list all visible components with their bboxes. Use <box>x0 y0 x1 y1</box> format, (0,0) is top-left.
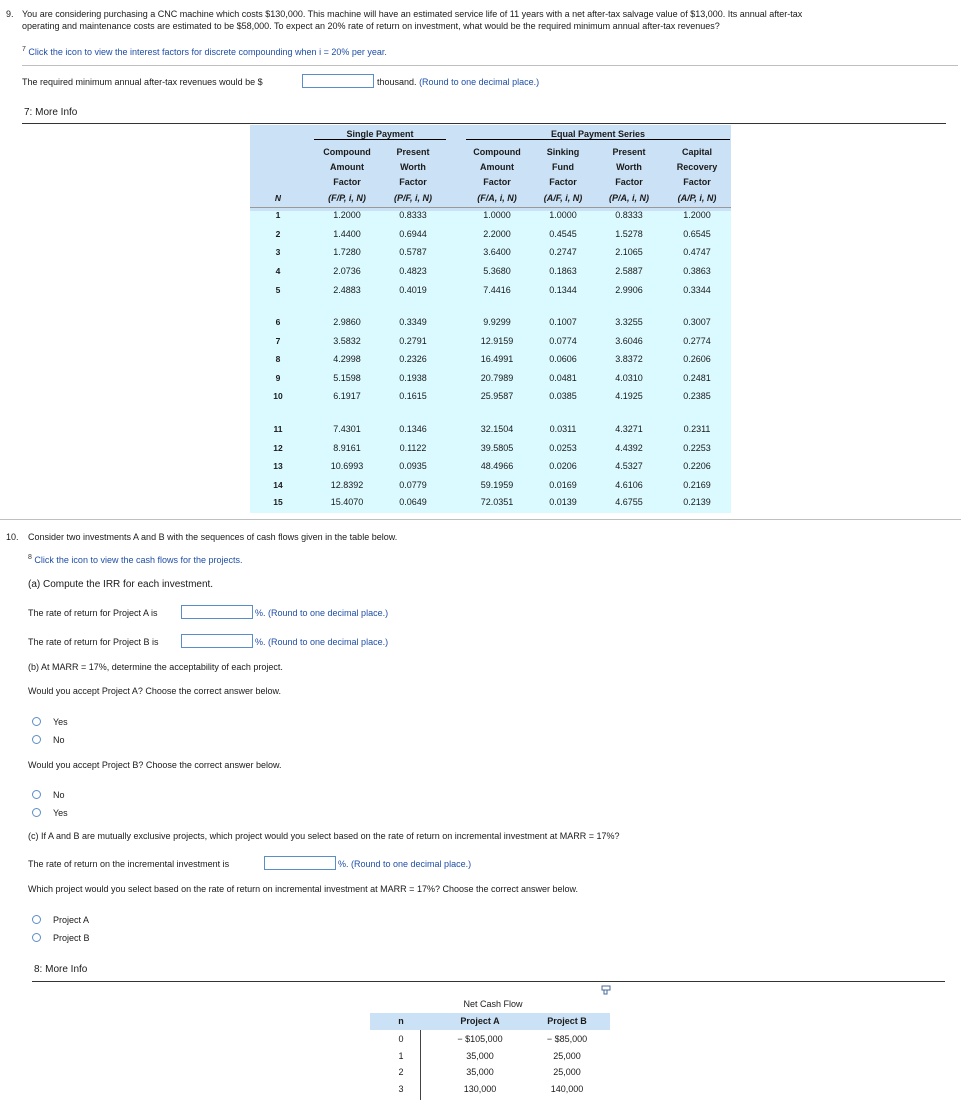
copy-icon[interactable] <box>600 985 612 995</box>
irr-b-label: The rate of return for Project B is <box>28 637 159 647</box>
accept-a-prompt: Would you accept Project A? Choose the correct answer below. <box>28 686 281 696</box>
accept-b-yes-label[interactable]: Yes <box>53 808 68 818</box>
cash-row-n: 2 <box>398 1067 404 1077</box>
factor-cell: 25.9587 <box>480 391 514 401</box>
factor-cell: 0.1122 <box>399 443 427 453</box>
factor-row-n: 10 <box>273 391 283 401</box>
factor-cell: 7.4301 <box>333 424 361 434</box>
factor-cell: 0.1007 <box>549 317 577 327</box>
select-project-b-radio[interactable] <box>32 933 41 942</box>
factor-cell: 0.5787 <box>399 247 427 257</box>
factor-cell: 12.8392 <box>330 480 364 490</box>
factor-cell: 0.2481 <box>683 373 711 383</box>
factor-cell: 0.1344 <box>549 285 577 295</box>
factor-cell: 10.6993 <box>330 461 364 471</box>
factor-cell: 0.2747 <box>549 247 577 257</box>
factor-cell: 0.0649 <box>399 497 427 507</box>
q10-part-a: (a) Compute the IRR for each investment. <box>28 579 214 590</box>
factor-col-header-6-line-4: (A/P, i, N) <box>677 193 717 203</box>
factor-cell: 0.4545 <box>549 229 577 239</box>
q10-more-info-label[interactable]: 8: More Info <box>34 964 88 975</box>
cash-cell-project-a: 130,000 <box>463 1084 497 1094</box>
q10-cashflow-link[interactable] <box>28 554 243 565</box>
factor-cell: 0.0385 <box>549 391 577 401</box>
factor-col-header-4-line-3: Factor <box>549 177 577 187</box>
factor-cell: 0.4747 <box>683 247 711 257</box>
factor-cell: 4.6106 <box>615 480 643 490</box>
factor-cell: 1.0000 <box>483 210 511 220</box>
cash-cell-project-b: 140,000 <box>550 1084 584 1094</box>
factor-col-header-6-line-2: Recovery <box>676 162 718 172</box>
factor-col-header-3-line-4: (F/A, i, N) <box>477 193 517 203</box>
q10-part-c: (c) If A and B are mutually exclusive projects, which project would you select based on the rate of return on incremental investment at MARR = 17%? <box>28 831 620 841</box>
group-equal-payment: Equal Payment Series <box>466 129 730 140</box>
factor-cell: 0.2139 <box>683 497 711 507</box>
factor-col-header-5-line-2: Worth <box>616 162 642 172</box>
q9-unit: thousand. <box>377 77 417 87</box>
factor-cell: 1.2000 <box>333 210 361 220</box>
factor-cell: 1.5278 <box>615 229 643 239</box>
factor-col-header-5-line-3: Factor <box>615 177 643 187</box>
factor-cell: 5.3680 <box>483 266 511 276</box>
q9-revenue-input[interactable] <box>302 74 374 88</box>
factor-cell: 4.0310 <box>615 373 643 383</box>
q9-text-line1: You are considering purchasing a CNC machine which costs $130,000. This machine will have an estimated service life of 11 years with a net after-tax salvage value of $13,000. Its annual after-tax <box>22 9 803 19</box>
factor-cell: 2.9860 <box>333 317 361 327</box>
select-prompt: Which project would you select based on the rate of return on incremental investment at MARR = 17%? Choose the correct answer below. <box>28 884 579 894</box>
q10-footnote-marker: 8 <box>28 554 32 561</box>
accept-a-yes-radio[interactable] <box>32 717 41 726</box>
cash-table-title: Net Cash Flow <box>463 999 523 1009</box>
factor-cell: 0.2606 <box>683 354 711 364</box>
factor-cell: 0.1938 <box>399 373 427 383</box>
factor-cell: 0.0139 <box>549 497 577 507</box>
factor-cell: 3.6400 <box>483 247 511 257</box>
factor-cell: 1.4400 <box>333 229 361 239</box>
factor-row-n: 15 <box>273 497 283 507</box>
incremental-label: The rate of return on the incremental investment is <box>28 859 230 869</box>
factor-cell: 0.1863 <box>549 266 577 276</box>
factor-cell: 0.2774 <box>683 336 711 346</box>
incremental-hint: %. (Round to one decimal place.) <box>338 859 472 869</box>
factor-cell: 0.6545 <box>683 229 711 239</box>
irr-a-input[interactable] <box>181 605 253 619</box>
factor-col-header-4-line-4: (A/F, i, N) <box>543 193 583 203</box>
accept-a-yes-label[interactable]: Yes <box>53 717 68 727</box>
factor-cell: 59.1959 <box>480 480 514 490</box>
factor-cell: 0.1615 <box>399 391 427 401</box>
q9-footnote-marker: 7 <box>22 46 26 53</box>
factor-col-header-5-line-4: (P/A, i, N) <box>609 193 649 203</box>
factor-cell: 0.0481 <box>549 373 577 383</box>
factor-col-header-6-line-3: Factor <box>683 177 711 187</box>
factor-cell: 9.9299 <box>483 317 511 327</box>
cash-row-n: 3 <box>398 1084 404 1094</box>
q10-link-text[interactable]: Click the icon to view the cash flows for the projects. <box>34 555 243 565</box>
q9-divider <box>22 65 958 66</box>
factor-cell: 4.1925 <box>615 391 643 401</box>
factor-cell: 0.0779 <box>399 480 427 490</box>
factor-row-n: 3 <box>275 247 281 257</box>
factor-cell: 0.0311 <box>549 424 577 434</box>
factor-cell: 0.3344 <box>683 285 711 295</box>
accept-b-yes-radio[interactable] <box>32 808 41 817</box>
factor-col-header-6-line-1: Capital <box>681 147 712 157</box>
factor-col-header-1-line-4: (F/P, i, N) <box>328 193 366 203</box>
factor-cell: 4.2998 <box>333 354 361 364</box>
factor-cell: 3.5832 <box>333 336 361 346</box>
factor-col-header-2-line-3: Factor <box>399 177 427 187</box>
factor-cell: 2.0736 <box>333 266 361 276</box>
factor-col-header-2-line-1: Present <box>396 147 430 157</box>
factor-cell: 0.0606 <box>549 354 577 364</box>
factor-row-n: 9 <box>275 373 281 383</box>
q9-factor-link[interactable] <box>22 46 387 57</box>
factor-cell: 3.8372 <box>615 354 643 364</box>
factor-cell: 0.2253 <box>683 443 711 453</box>
select-project-b-label[interactable]: Project B <box>53 933 90 943</box>
factor-cell: 0.4823 <box>399 266 427 276</box>
accept-b-no-label[interactable]: No <box>53 790 65 800</box>
factor-col-header-3-line-1: Compound <box>473 147 521 157</box>
factor-cell: 0.0169 <box>549 480 577 490</box>
factor-col-header-2-line-4: (P/F, i, N) <box>394 193 432 203</box>
factor-cell: 5.1598 <box>333 373 361 383</box>
factor-cell: 0.2385 <box>683 391 711 401</box>
group-single-payment: Single Payment <box>314 129 446 140</box>
accept-b-no-radio[interactable] <box>32 790 41 799</box>
q10-part-b: (b) At MARR = 17%, determine the acceptability of each project. <box>28 662 283 672</box>
cash-col-b-header: Project B <box>547 1016 587 1026</box>
factor-col-header-3-line-2: Amount <box>480 162 514 172</box>
incremental-input[interactable] <box>264 856 336 870</box>
factor-col-header-5-line-1: Present <box>612 147 646 157</box>
factor-cell: 12.9159 <box>480 336 514 346</box>
factor-cell: 0.2206 <box>683 461 711 471</box>
irr-a-label: The rate of return for Project A is <box>28 608 158 618</box>
factor-row-n: 13 <box>273 461 283 471</box>
factor-cell: 4.4392 <box>615 443 643 453</box>
cash-cell-project-a: − $105,000 <box>457 1034 503 1044</box>
factor-row-n: 2 <box>275 229 281 239</box>
irr-b-hint: %. (Round to one decimal place.) <box>255 637 389 647</box>
factor-cell: 0.3863 <box>683 266 711 276</box>
factor-cell: 20.7989 <box>480 373 514 383</box>
q9-text-line2: operating and maintenance costs are estimated to be $58,000. To expect an 20% rate of return on investment, what would be the required minimum annual after-tax revenues? <box>22 21 720 31</box>
cash-cell-project-b: − $85,000 <box>546 1034 588 1044</box>
factor-col-header-1-line-1: Compound <box>323 147 371 157</box>
factor-row-n: 5 <box>275 285 281 295</box>
cash-cell-project-a: 35,000 <box>466 1067 494 1077</box>
factor-row-n: 14 <box>273 480 283 490</box>
factor-header-rule <box>250 207 731 208</box>
factor-cell: 16.4991 <box>480 354 514 364</box>
factor-cell: 2.5887 <box>615 266 643 276</box>
factor-cell: 1.7280 <box>333 247 361 257</box>
factor-cell: 15.4070 <box>330 497 364 507</box>
q9-number: 9. <box>6 9 14 19</box>
factor-row-n: 4 <box>275 266 281 276</box>
q9-answer-suffix <box>377 77 539 87</box>
factor-cell: 0.8333 <box>615 210 643 220</box>
factor-cell: 0.3007 <box>683 317 711 327</box>
irr-a-hint: %. (Round to one decimal place.) <box>255 608 389 618</box>
factor-cell: 1.2000 <box>683 210 711 220</box>
factor-cell: 3.3255 <box>615 317 643 327</box>
q10-number: 10. <box>6 532 19 542</box>
factor-cell: 0.6944 <box>399 229 427 239</box>
factor-cell: 0.8333 <box>399 210 427 220</box>
cash-n-header: n <box>398 1016 404 1026</box>
factor-cell: 6.1917 <box>333 391 361 401</box>
factor-cell: 2.2000 <box>483 229 511 239</box>
cash-col-a-header: Project A <box>460 1016 500 1026</box>
select-project-a-radio[interactable] <box>32 915 41 924</box>
factor-row-n: 7 <box>275 336 281 346</box>
select-project-a-label[interactable]: Project A <box>53 915 90 925</box>
factor-cell: 0.2169 <box>683 480 711 490</box>
accept-a-no-radio[interactable] <box>32 735 41 744</box>
factor-row-n: 12 <box>273 443 283 453</box>
cash-cell-project-b: 25,000 <box>553 1067 581 1077</box>
factor-row-n: 11 <box>273 424 283 434</box>
cash-row-n: 1 <box>398 1051 404 1061</box>
factor-col-header-1-line-3: Factor <box>333 177 361 187</box>
cash-row-n: 0 <box>398 1034 404 1044</box>
accept-b-prompt: Would you accept Project B? Choose the correct answer below. <box>28 760 282 770</box>
factor-row-n: 1 <box>275 210 281 220</box>
factor-cell: 39.5805 <box>480 443 514 453</box>
irr-b-input[interactable] <box>181 634 253 648</box>
factor-col-header-4-line-1: Sinking <box>546 147 580 157</box>
factor-n-header: N <box>274 193 282 203</box>
factor-cell: 7.4416 <box>483 285 511 295</box>
factor-cell: 0.0935 <box>399 461 427 471</box>
q9-bottom-divider <box>0 519 961 520</box>
factor-cell: 0.1346 <box>399 424 427 434</box>
cash-n-divider <box>420 1030 421 1100</box>
factor-cell: 3.6046 <box>615 336 643 346</box>
factor-cell: 1.0000 <box>549 210 577 220</box>
factor-cell: 0.2791 <box>399 336 427 346</box>
factor-cell: 0.2311 <box>683 424 711 434</box>
factor-col-header-2-line-2: Worth <box>400 162 426 172</box>
factor-col-header-1-line-2: Amount <box>330 162 364 172</box>
factor-cell: 4.5327 <box>615 461 643 471</box>
q9-round-hint: (Round to one decimal place.) <box>419 77 540 87</box>
factor-cell: 72.0351 <box>480 497 514 507</box>
factor-cell: 32.1504 <box>480 424 514 434</box>
factor-cell: 2.9906 <box>615 285 643 295</box>
more-info-7-rule <box>22 123 946 124</box>
factor-cell: 0.4019 <box>399 285 427 295</box>
factor-cell: 0.0253 <box>549 443 577 453</box>
factor-col-header-3-line-3: Factor <box>483 177 511 187</box>
factor-row-n: 8 <box>275 354 281 364</box>
factor-row-n: 6 <box>275 317 281 327</box>
accept-a-no-label[interactable]: No <box>53 735 65 745</box>
factor-cell: 2.4883 <box>333 285 361 295</box>
factor-cell: 2.1065 <box>615 247 643 257</box>
factor-cell: 8.9161 <box>333 443 361 453</box>
cash-cell-project-a: 35,000 <box>466 1051 494 1061</box>
factor-cell: 0.0774 <box>549 336 577 346</box>
q10-intro: Consider two investments A and B with the sequences of cash flows given in the table below. <box>28 532 398 542</box>
more-info-8-rule <box>32 981 945 982</box>
q9-link-text[interactable]: Click the icon to view the interest factors for discrete compounding when i = 20% per year. <box>28 47 387 57</box>
factor-cell: 4.3271 <box>615 424 643 434</box>
q9-answer-prefix: The required minimum annual after-tax revenues would be $ <box>22 77 263 87</box>
factor-cell: 0.3349 <box>399 317 427 327</box>
cash-cell-project-b: 25,000 <box>553 1051 581 1061</box>
factor-cell: 0.2326 <box>399 354 427 364</box>
factor-cell: 0.0206 <box>549 461 577 471</box>
q9-more-info-label[interactable]: 7: More Info <box>24 107 78 118</box>
factor-col-header-4-line-2: Fund <box>552 162 574 172</box>
factor-cell: 4.6755 <box>615 497 643 507</box>
factor-cell: 48.4966 <box>480 461 514 471</box>
